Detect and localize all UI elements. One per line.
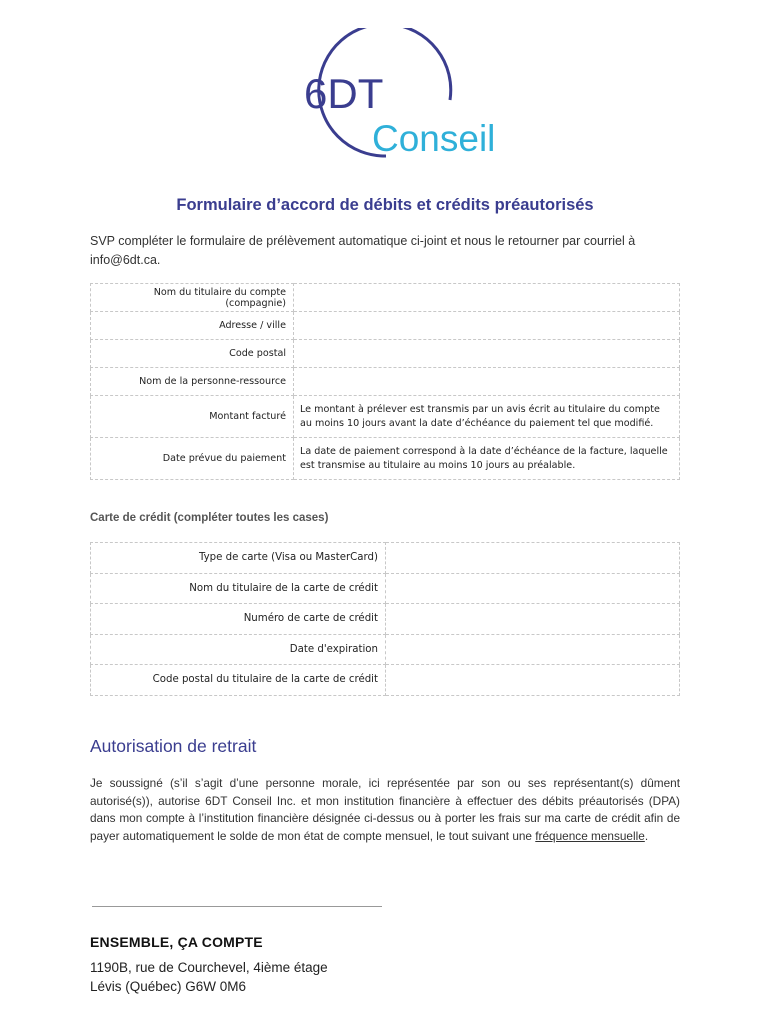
authorization-end: . xyxy=(644,829,649,844)
contact-person-field[interactable] xyxy=(294,368,680,396)
table-row xyxy=(91,573,680,604)
cardholder-name-field[interactable] xyxy=(386,573,680,604)
table-row xyxy=(91,284,680,312)
table-row xyxy=(91,340,680,368)
table-row xyxy=(91,604,680,635)
postal-code-field[interactable] xyxy=(294,340,680,368)
payment-date-note: La date de paiement correspond à la date d’échéance de la facture, laquelle est transmise au titulaire au moins 10 jours au préalable. xyxy=(294,438,680,480)
intro-text: SVP compléter le formulaire de prélèvement automatique ci-joint et nous le retourner par courriel à info@6dt.ca. xyxy=(90,234,636,267)
field-label: Code postal du titulaire de la carte de crédit xyxy=(91,665,386,696)
authorization-text xyxy=(90,775,680,846)
table-row xyxy=(91,312,680,340)
expiration-date-field[interactable] xyxy=(386,634,680,665)
address-line-1: 1190B, rue de Courchevel, 4ième étage xyxy=(90,960,328,975)
account-table xyxy=(90,283,680,480)
field-label: Nom de la personne-ressource xyxy=(91,368,294,396)
frequency-term: fréquence mensuelle xyxy=(535,829,645,844)
field-label: Nom du titulaire de la carte de crédit xyxy=(91,573,386,604)
billed-amount-note: Le montant à prélever est transmis par un avis écrit au titulaire du compte au moins 10 jours avant la date d’échéance du paiement tel que modifié. xyxy=(294,396,680,438)
field-label: Date d'expiration xyxy=(91,634,386,665)
field-label: Montant facturé xyxy=(91,396,294,438)
card-type-field[interactable] xyxy=(386,543,680,574)
field-label: Numéro de carte de crédit xyxy=(91,604,386,635)
field-label: Code postal xyxy=(91,340,294,368)
field-label: Type de carte (Visa ou MasterCard) xyxy=(91,543,386,574)
company-logo xyxy=(268,28,498,168)
page-title: Formulaire d’accord de débits et crédits préautorisés xyxy=(176,196,594,214)
table-row xyxy=(91,543,680,574)
card-number-field[interactable] xyxy=(386,604,680,635)
table-row xyxy=(91,438,680,480)
address-field[interactable] xyxy=(294,312,680,340)
table-row xyxy=(91,634,680,665)
table-row xyxy=(91,396,680,438)
authorization-heading: Autorisation de retrait xyxy=(90,736,257,756)
account-holder-field[interactable] xyxy=(294,284,680,312)
field-label: Date prévue du paiement xyxy=(91,438,294,480)
field-label: Adresse / ville xyxy=(91,312,294,340)
field-label: Nom du titulaire du compte (compagnie) xyxy=(91,284,294,312)
cardholder-postal-code-field[interactable] xyxy=(386,665,680,696)
signature-line[interactable] xyxy=(92,906,382,907)
table-row xyxy=(91,665,680,696)
authorization-body: Je soussigné (s’il s’agit d’une personne morale, ici représentée par son ou ses représentant(s) dûment autorisé(s)), autorise 6DT Conseil Inc. et mon institution financière à effectuer des débits préautorisés (DPA) dans mon compte à l’institution financière désignée ci-dessus ou à porter les frais sur ma carte de crédit afin de payer automatiquement le solde de mon état de compte mensuel, le tout suivant une xyxy=(90,776,680,844)
logo-bottom-text: Conseil xyxy=(372,118,496,159)
address-line-2: Lévis (Québec) G6W 0M6 xyxy=(90,979,247,994)
slogan: ENSEMBLE, ÇA COMPTE xyxy=(90,934,263,950)
table-row xyxy=(91,368,680,396)
credit-card-table xyxy=(90,542,680,696)
logo-top-text: 6DT xyxy=(304,70,384,117)
card-section-label: Carte de crédit (compléter toutes les cases) xyxy=(90,512,329,524)
